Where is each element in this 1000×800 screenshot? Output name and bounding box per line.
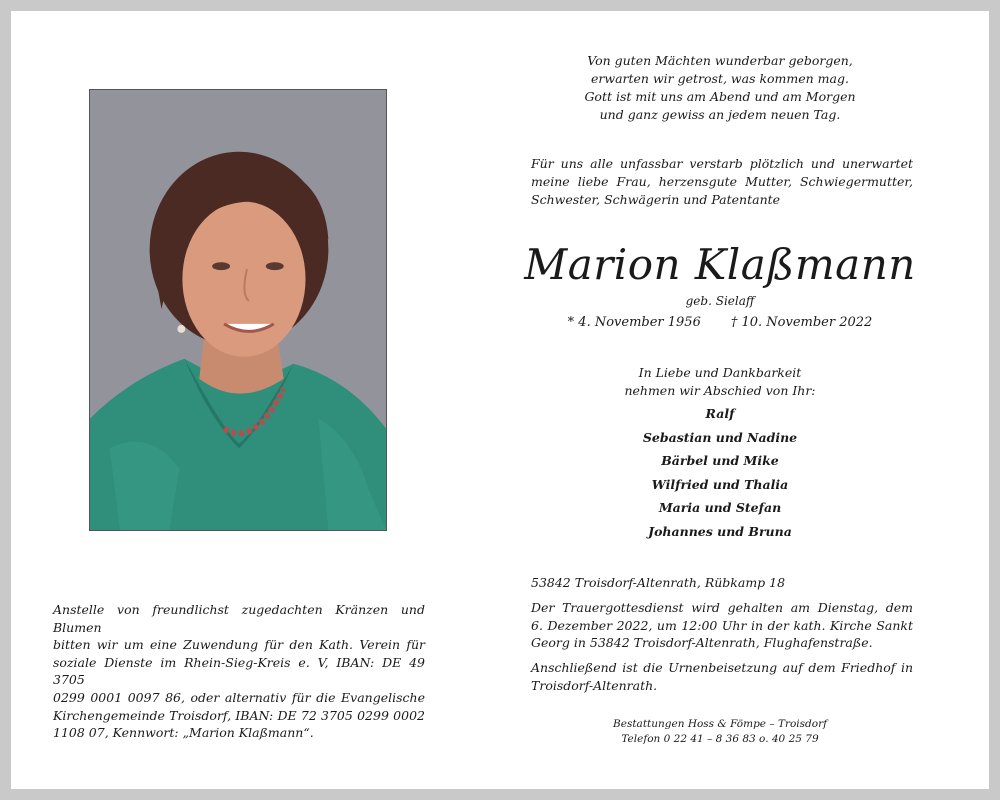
portrait-image	[90, 90, 386, 530]
donation-line: soziale Dienste im Rhein-Sieg-Kreis e. V, IBAN: DE 49 3705	[53, 654, 425, 688]
verse-line: Von guten Mächten wunderbar geborgen,	[587, 53, 853, 68]
mourner: Maria und Stefan	[658, 500, 782, 515]
farewell-line: In Liebe und Dankbarkeit	[638, 365, 802, 380]
mourner: Johannes und Bruna	[648, 523, 792, 539]
death-date: † 10. November 2022	[730, 315, 873, 330]
mourner: Wilfried und Thalia	[651, 476, 789, 492]
service-line: 6. Dezember 2022, um 12:00 Uhr in der kath. Kirche Sankt	[531, 617, 913, 633]
undertaker-name: Bestattungen Hoss & Fömpe – Troisdorf	[613, 718, 827, 730]
service-line: Der Trauergottesdienst wird gehalten am Dienstag, dem	[531, 600, 913, 615]
undertaker-info	[560, 717, 880, 747]
birth-date: * 4. November 1956	[567, 315, 701, 330]
mourner: Sebastian und Nadine	[642, 429, 798, 445]
service-info	[531, 599, 913, 652]
verse-line: und ganz gewiss an jedem neuen Tag.	[599, 107, 841, 122]
intro-line: Schwester, Schwägerin und Patentante	[531, 192, 781, 207]
deceased-name: Marion Klaßmann	[524, 240, 916, 289]
farewell-line: nehmen wir Abschied von Ihr:	[624, 383, 816, 398]
verse-line: Gott ist mit uns am Abend und am Morgen	[584, 89, 856, 104]
service-line: Georg in 53842 Troisdorf-Altenrath, Flughafenstraße.	[531, 635, 873, 650]
verse	[560, 52, 880, 124]
mourner: Bärbel und Mike	[661, 453, 779, 468]
undertaker-phone: Telefon 0 22 41 – 8 36 83 o. 40 25 79	[621, 733, 819, 745]
donation-line: Anstelle von freundlichst zugedachten Kränzen und Blumen	[53, 602, 425, 635]
intro-line: Für uns alle unfassbar verstarb plötzlich und unerwartet	[531, 156, 913, 171]
burial-line: Anschließend ist die Urnenbeisetzung auf dem Friedhof in	[531, 660, 913, 675]
donation-note	[53, 601, 425, 742]
portrait-photo	[89, 89, 387, 531]
life-dates	[520, 314, 920, 332]
donation-line: 1108 07, Kennwort: „Marion Klaßmann“.	[53, 725, 314, 741]
burial-line: Troisdorf-Altenrath.	[531, 677, 658, 693]
maiden-name: geb. Sielaff	[685, 294, 755, 308]
mourners-list	[560, 402, 880, 543]
family-address: 53842 Troisdorf-Altenrath, Rübkamp 18	[531, 575, 786, 590]
donation-line: 0299 0001 0097 86, oder alternativ für die Evangelische	[53, 689, 425, 705]
donation-line: Kirchengemeinde Troisdorf, IBAN: DE 72 3705 0299 0002	[53, 707, 425, 723]
farewell-text	[560, 364, 880, 400]
burial-info	[531, 659, 913, 694]
intro-line: meine liebe Frau, herzensgute Mutter, Schwiegermutter,	[531, 174, 913, 189]
mourner: Ralf	[705, 406, 735, 421]
donation-line: bitten wir um eine Zuwendung für den Kath. Verein für	[53, 637, 425, 653]
intro-text	[531, 155, 913, 209]
verse-line: erwarten wir getrost, was kommen mag.	[591, 71, 849, 86]
